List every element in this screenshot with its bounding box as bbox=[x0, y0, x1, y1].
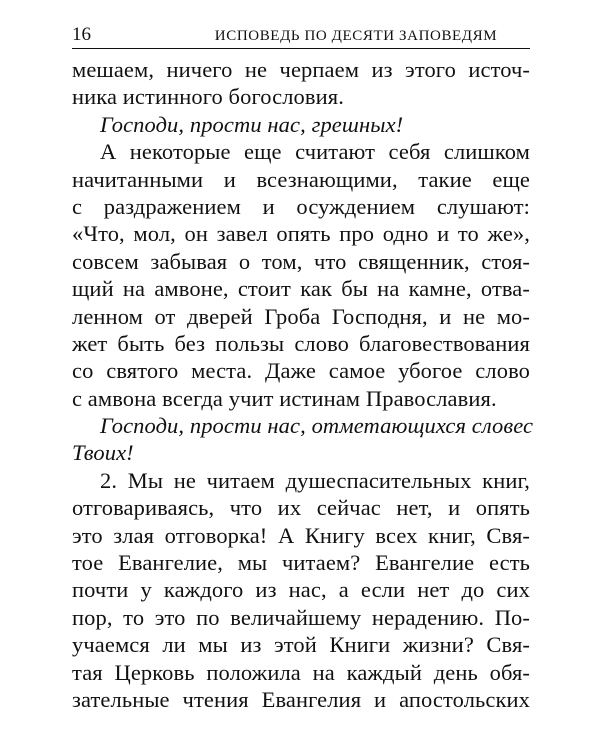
text-line: жет быть без пользы слово благовествования bbox=[72, 330, 530, 356]
page-header bbox=[72, 22, 530, 49]
text-line: тая Церковь положила на каждый день обя- bbox=[72, 659, 530, 685]
text-line: щий на амвоне, стоит как бы на камне, отва- bbox=[72, 276, 530, 302]
prayer-line: Твоих! bbox=[72, 440, 134, 466]
text-line: это злая отговорка! А Книгу всех книг, Свя- bbox=[72, 522, 530, 548]
prayer-line: Господи, прости нас, грешных! bbox=[100, 111, 404, 137]
text-line: мешаем, ничего не черпаем из этого источ- bbox=[72, 57, 530, 82]
prayer-line: Господи, прости нас, отметающихся словес bbox=[100, 413, 534, 439]
text-line: зательные чтения Евангелия и апостольских bbox=[72, 686, 530, 712]
text-line: учаемся ли мы из этой Книги жизни? Свя- bbox=[72, 632, 530, 658]
text-line: почти у каждого из нас, а если нет до сих bbox=[72, 577, 530, 603]
text-line: совсем забывая о том, что священник, стоя- bbox=[72, 248, 530, 274]
paragraph-first-line: 2. Мы не читаем душеспасительных книг, bbox=[100, 467, 530, 493]
body-text bbox=[72, 56, 534, 713]
paragraph-first-line: А некоторые еще считают себя слишком bbox=[100, 139, 530, 165]
text-line: отговариваясь, что их сейчас нет, и опять bbox=[72, 495, 530, 521]
running-title: ИСПОВЕДЬ ПО ДЕСЯТИ ЗАПОВЕДЯМ bbox=[214, 28, 498, 44]
text-line: ника истинного богословия. bbox=[72, 84, 344, 110]
text-line: со святого места. Даже самое убогое слово bbox=[72, 358, 530, 384]
text-line: тое Евангелие, мы читаем? Евангелие есть bbox=[72, 550, 530, 576]
text-line: ленном от дверей Гроба Господня, и не мо- bbox=[72, 303, 530, 329]
text-line: с раздражением и осуждением слушают: bbox=[72, 193, 530, 219]
text-line: начитанными и всезнающими, такие еще bbox=[72, 166, 530, 192]
text-line: «Что, мол, он завел опять про одно и то же», bbox=[72, 221, 530, 247]
page-number: 16 bbox=[72, 24, 91, 45]
text-line: пор, то это по величайшему нерадению. По- bbox=[72, 604, 530, 630]
text-line: с амвона всегда учит истинам Православия. bbox=[72, 385, 497, 411]
